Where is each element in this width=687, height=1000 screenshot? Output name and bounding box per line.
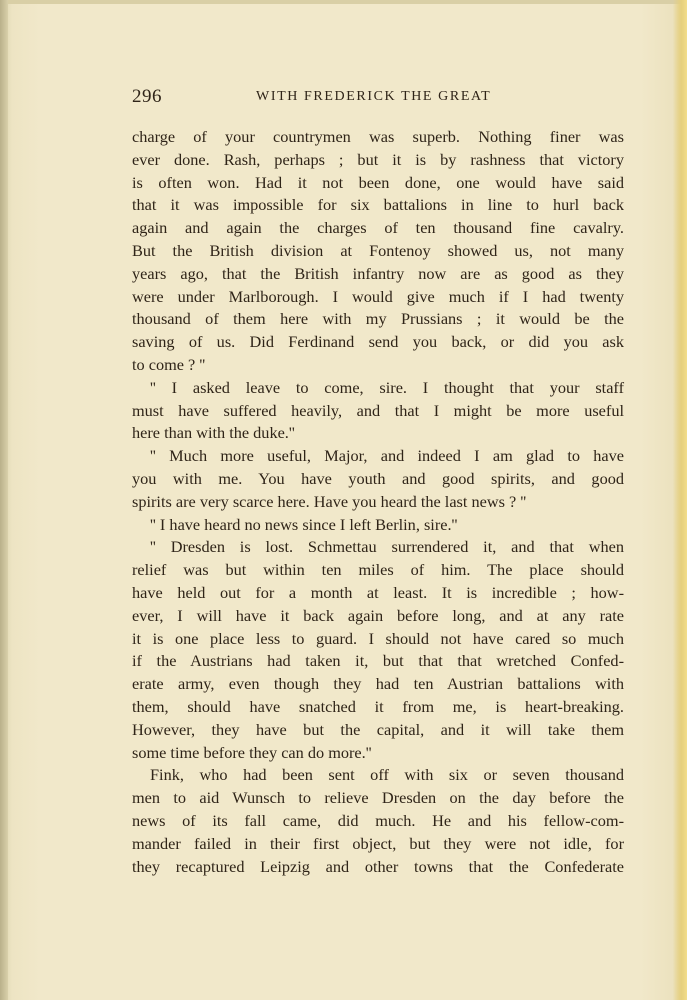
text-line: relief was but within ten miles of him. The place should xyxy=(132,560,624,580)
page-edge-tint xyxy=(673,0,687,1000)
text-line: Fink, who had been sent off with six or seven thousand xyxy=(150,765,624,785)
text-line: ever, I will have it back again before long, and at any rate xyxy=(132,605,624,625)
text-line: if the Austrians had taken it, but that that wretched Confed- xyxy=(132,651,624,671)
text-line: '' I have heard no news since I left Berlin, sire.'' xyxy=(150,514,458,534)
text-line: thousand of them here with my Prussians ; it would be the xyxy=(132,309,624,329)
text-line: again and again the charges of ten thousand fine cavalry. xyxy=(132,218,624,238)
text-line: However, they have but the capital, and it will take them xyxy=(132,719,624,739)
text-line: spirits are very scarce here. Have you heard the last news ? '' xyxy=(132,491,527,511)
page-header xyxy=(132,86,624,110)
text-line: '' I asked leave to come, sire. I thought that your staff xyxy=(150,377,624,397)
text-line: erate army, even though they had ten Austrian battalions with xyxy=(132,674,624,694)
text-line: must have suffered heavily, and that I might be more useful xyxy=(132,400,624,420)
text-line: them, should have snatched it from me, is heart-breaking. xyxy=(132,696,624,716)
text-line: here than with the duke.'' xyxy=(132,423,295,443)
text-line: '' Dresden is lost. Schmettau surrendered it, and that when xyxy=(150,537,624,557)
text-line: '' Much more useful, Major, and indeed I am glad to have xyxy=(150,446,624,466)
body-text xyxy=(132,126,624,878)
page-number: 296 xyxy=(132,86,162,107)
text-line: is often won. Had it not been done, one would have said xyxy=(132,172,624,192)
text-line: ever done. Rash, perhaps ; but it is by rashness that victory xyxy=(132,149,624,169)
text-line: mander failed in their first object, but they were not idle, for xyxy=(132,833,624,853)
text-line: that it was impossible for six battalions in line to hurl back xyxy=(132,195,624,215)
text-line: years ago, that the British infantry now are as good as they xyxy=(132,263,624,283)
text-line: charge of your countrymen was superb. Nothing finer was xyxy=(132,127,624,146)
text-line: have held out for a month at least. It is incredible ; how- xyxy=(132,582,624,602)
text-line: saving of us. Did Ferdinand send you back, or did you ask xyxy=(132,332,624,352)
page-top-edge xyxy=(0,0,687,4)
text-line: men to aid Wunsch to relieve Dresden on the day before the xyxy=(132,788,624,808)
running-head: WITH FREDERICK THE GREAT xyxy=(256,89,492,104)
page-gutter-shadow xyxy=(0,0,8,1000)
text-line: But the British division at Fontenoy showed us, not many xyxy=(132,240,624,260)
text-line: it is one place less to guard. I should not have cared so much xyxy=(132,628,624,648)
text-line: news of its fall came, did much. He and his fellow-com- xyxy=(132,810,624,830)
text-line: were under Marlborough. I would give much if I had twenty xyxy=(132,286,624,306)
text-line: some time before they can do more.'' xyxy=(132,742,372,762)
text-line: you with me. You have youth and good spirits, and good xyxy=(132,468,624,488)
text-line: to come ? '' xyxy=(132,354,206,374)
text-line: they recaptured Leipzig and other towns that the Confederate xyxy=(132,856,624,876)
